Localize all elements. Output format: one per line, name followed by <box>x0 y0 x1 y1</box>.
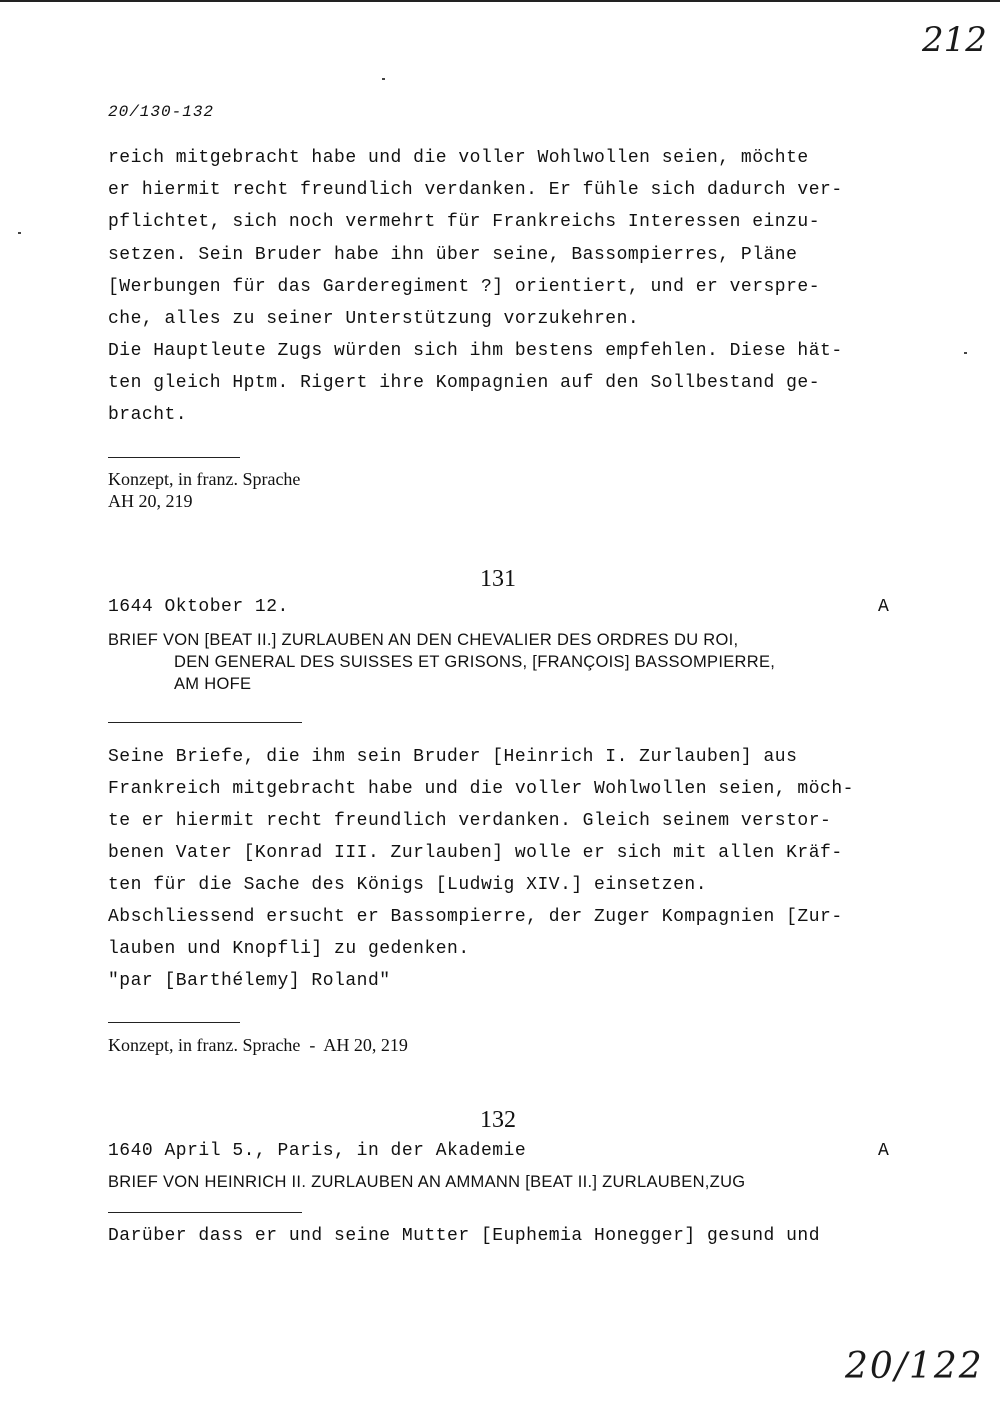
text-line: [Werbungen für das Garderegiment ?] orientiert, und er verspre- <box>108 277 821 297</box>
source-note: Konzept, in franz. Sprache <box>108 469 301 489</box>
handwritten-page-number: 212 <box>922 20 987 60</box>
text-line: ten gleich Hptm. Rigert ihre Kompagnien auf den Sollbestand ge- <box>108 373 821 393</box>
text-line: Die Hauptleute Zugs würden sich ihm bestens empfehlen. Diese hät- <box>108 341 843 361</box>
entry-type: A <box>878 597 890 617</box>
text-line: che, alles zu seiner Unterstützung vorzukehren. <box>108 309 640 329</box>
separator-rule <box>108 1212 302 1213</box>
text-line: benen Vater [Konrad III. Zurlauben] wolle er sich mit allen Kräf- <box>108 843 843 863</box>
scan-speck <box>18 232 21 234</box>
text-line: lauben und Knopfli] zu gedenken. <box>108 939 470 959</box>
entry-title-line: BRIEF VON [BEAT II.] ZURLAUBEN AN DEN CHEVALIER DES ORDRES DU ROI, <box>108 631 739 649</box>
entry-title-line: DEN GENERAL DES SUISSES ET GRISONS, [FRANÇOIS] BASSOMPIERRE, <box>174 653 776 671</box>
entry-date: 1644 Oktober 12. <box>108 597 289 617</box>
source-note: Konzept, in franz. Sprache - AH 20, 219 <box>108 1035 408 1055</box>
text-line: te er hiermit recht freundlich verdanken. Gleich seinem verstor- <box>108 811 832 831</box>
separator-rule <box>108 1022 240 1023</box>
handwritten-archive-ref: 20/122 <box>845 1346 984 1387</box>
document-reference: 20/130-132 <box>108 103 215 121</box>
text-line: bracht. <box>108 405 188 425</box>
entry-number: 132 <box>480 1107 516 1133</box>
text-line: Darüber dass er und seine Mutter [Euphemia Honegger] gesund und <box>108 1226 821 1246</box>
text-line: Seine Briefe, die ihm sein Bruder [Heinrich I. Zurlauben] aus <box>108 747 798 767</box>
entry-title-line: BRIEF VON HEINRICH II. ZURLAUBEN AN AMMANN [BEAT II.] ZURLAUBEN,ZUG <box>108 1173 746 1191</box>
separator-rule <box>108 457 240 458</box>
text-line: "par [Barthélemy] Roland" <box>108 971 391 991</box>
source-reference: AH 20, 219 <box>108 491 193 511</box>
entry-date: 1640 April 5., Paris, in der Akademie <box>108 1141 527 1161</box>
entry-number: 131 <box>480 566 516 592</box>
text-line: pflichtet, sich noch vermehrt für Frankreichs Interessen einzu- <box>108 212 821 232</box>
text-line: Frankreich mitgebracht habe und die voller Wohlwollen seien, möch- <box>108 779 854 799</box>
separator-rule <box>108 722 302 723</box>
text-line: ten für die Sache des Königs [Ludwig XIV.] einsetzen. <box>108 875 707 895</box>
scan-border <box>0 0 1000 2</box>
scan-speck <box>964 352 967 354</box>
text-line: Abschliessend ersucht er Bassompierre, der Zuger Kompagnien [Zur- <box>108 907 843 927</box>
text-line: reich mitgebracht habe und die voller Wohlwollen seien, möchte <box>108 148 809 168</box>
scan-speck <box>382 78 385 80</box>
text-line: er hiermit recht freundlich verdanken. Er fühle sich dadurch ver- <box>108 180 843 200</box>
entry-title-line: AM HOFE <box>174 675 252 693</box>
text-line: setzen. Sein Bruder habe ihn über seine, Bassompierres, Pläne <box>108 245 798 265</box>
entry-type: A <box>878 1141 890 1161</box>
